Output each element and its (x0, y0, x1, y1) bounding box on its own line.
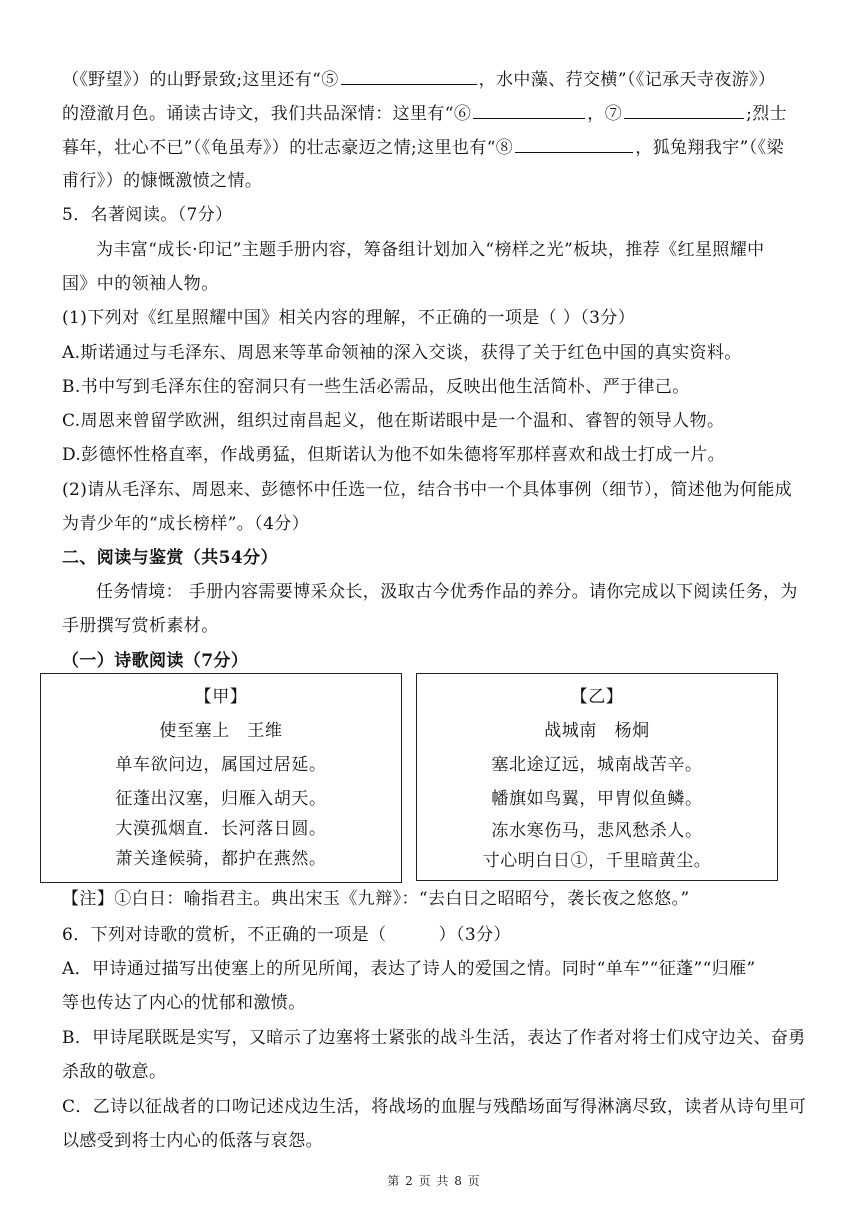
poem-box-jia (40, 673, 402, 883)
question-5-title: 5．名著阅读。（7分） (62, 205, 233, 225)
text-line: 甫行》）的慷慨激愤之情。 (62, 171, 263, 191)
text-line (62, 136, 810, 159)
answer-blank-6[interactable] (473, 102, 585, 119)
text-span: ，⑦ (587, 104, 623, 124)
question-5-sub2: 为青少年的“成长榜样”。（4分） (62, 514, 310, 534)
question-5-intro: 国》中的领袖人物。 (62, 274, 219, 294)
poetry-heading: （一）诗歌阅读（7分） (62, 651, 249, 671)
option-d: D.彭德怀性格直率，作战勇猛，但斯诺认为他不如朱德将军那样喜欢和战士打成一片。 (62, 445, 726, 465)
poem-line: 塞北途辽远，城南战苦辛。 (491, 755, 703, 775)
poem-tag: 【乙】 (570, 687, 624, 707)
section-heading: 二、阅读与鉴赏（共54分） (62, 548, 278, 568)
poem-line: 萧关逢候骑，都护在燕然。 (115, 849, 327, 869)
question-5-intro: 为丰富“成长·印记”主题手册内容，筹备组计划加入“榜样之光”板块，推荐《红星照耀中 (96, 240, 765, 260)
answer-blank-7[interactable] (624, 102, 744, 119)
page-number: 第 2 页 共 8 页 (387, 1174, 481, 1188)
option-a-cont: 等也传达了内心的忧郁和激愤。 (62, 993, 306, 1013)
question-5-sub2: (2)请从毛泽东、周恩来、彭德怀中任选一位，结合书中一个具体事例（细节），简述他为何能成 (62, 480, 793, 500)
poem-box-yi (416, 673, 778, 881)
text-span: ;烈士 (746, 104, 788, 124)
poem-line: 征蓬出汉塞，归雁入胡天。 (115, 789, 327, 809)
poem-tag: 【甲】 (194, 687, 248, 707)
poem-line: 冻水寒伤马，悲风愁杀人。 (491, 821, 703, 841)
text-line (62, 68, 810, 91)
answer-blank-5[interactable] (341, 68, 477, 85)
text-span: 暮年，壮心不已”（《龟虽寿》）的壮志豪迈之情;这里也有“⑧ (62, 138, 514, 158)
option-a: A．甲诗通过描写出使塞上的所见所闻，表达了诗人的爱国之情。同时“单车”“征蓬”“归雁” (62, 959, 756, 979)
task-context: 任务情境： 手册内容需要博采众长，汲取古今优秀作品的养分。请你完成以下阅读任务，为 (96, 582, 798, 602)
text-span: （《野望》）的山野景致;这里还有“⑤ (62, 70, 339, 90)
text-span: ，狐兔翔我宇”（《梁 (635, 138, 784, 158)
option-b: B.书中写到毛泽东住的窑洞只有一些生活必需品，反映出他生活简朴、严于律己。 (62, 377, 690, 397)
text-span: ，水中藻、荇交横”（《记承天寺夜游》） (478, 70, 776, 90)
option-c-cont: 以感受到将士内心的低落与哀怨。 (62, 1131, 323, 1151)
poem-line: 幡旗如鸟翼，甲胄似鱼鳞。 (491, 789, 703, 809)
option-c: C．乙诗以征战者的口吻记述戍边生活，将战场的血腥与残酷场面写得淋漓尽致，读者从诗句里可 (62, 1097, 807, 1117)
poem-title: 战城南 杨炯 (544, 721, 650, 741)
question-6-stem: 6．下列对诗歌的赏析，不正确的一项是（ ）（3分） (62, 925, 511, 945)
poem-note: 【注】①白日：喻指君主。典出宋玉《九辩》：“去白日之昭昭兮，袭长夜之悠悠。” (62, 889, 690, 909)
text-span: 的澄澈月色。诵读古诗文，我们共品深情：这里有“⑥ (62, 104, 472, 124)
poem-title: 使至塞上 王维 (159, 721, 283, 741)
poem-line: 大漠孤烟直．长河落日圆。 (115, 819, 327, 839)
option-b-cont: 杀敌的敬意。 (62, 1062, 167, 1082)
option-b: B．甲诗尾联既是实写，又暗示了边塞将士紧张的战斗生活，表达了作者对将士们戍守边关、奋勇 (62, 1028, 806, 1048)
option-a: A.斯诺通过与毛泽东、周恩来等革命领袖的深入交谈，获得了关于红色中国的真实资料。 (62, 343, 742, 363)
question-5-sub1: (1)下列对《红星照耀中国》相关内容的理解，不正确的一项是（ ）（3分） (62, 308, 636, 328)
option-c: C.周恩来曾留学欧洲，组织过南昌起义，他在斯诺眼中是一个温和、睿智的领导人物。 (62, 411, 725, 431)
text-line (62, 102, 810, 125)
poem-line: 寸心明白日①，千里暗黄尘。 (482, 851, 712, 871)
task-context: 手册撰写赏析素材。 (62, 616, 219, 636)
poem-line: 单车欲问边，属国过居延。 (115, 755, 327, 775)
answer-blank-8[interactable] (515, 136, 633, 153)
